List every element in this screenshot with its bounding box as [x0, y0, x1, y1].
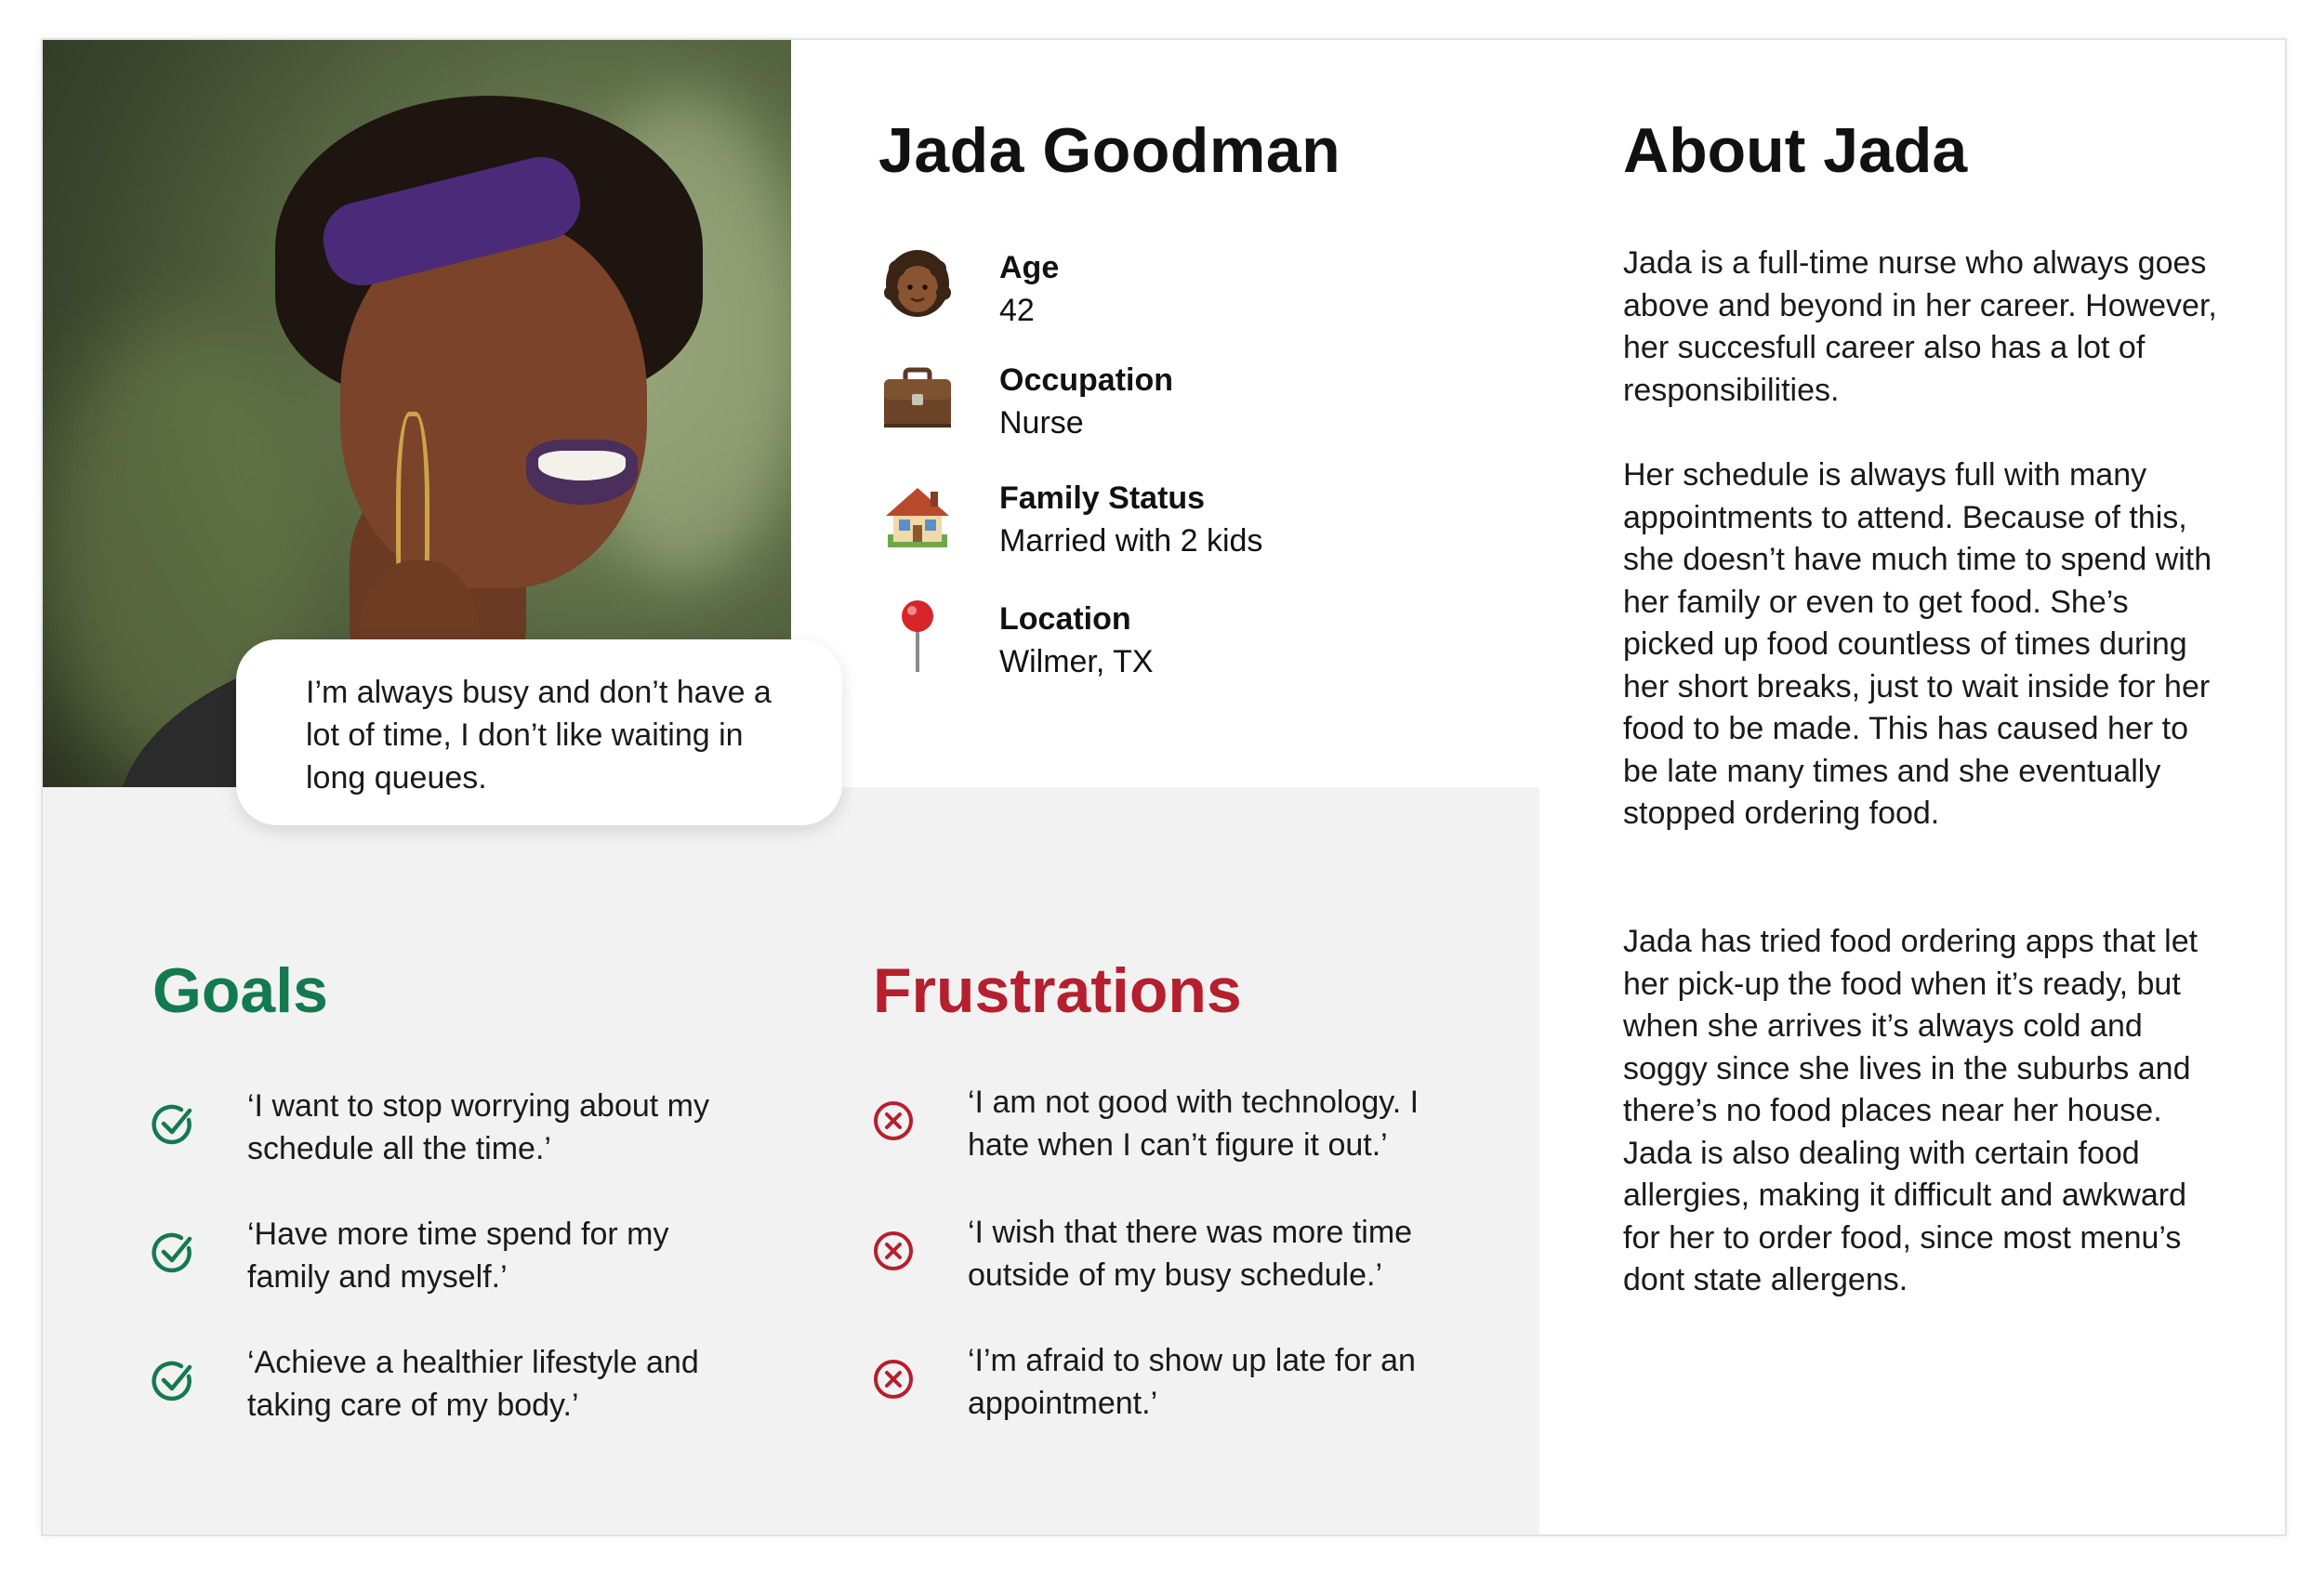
identity-panel: [791, 40, 1539, 787]
persona-name: Jada Goodman: [878, 115, 1341, 186]
x-circle-icon: [870, 1098, 917, 1144]
frustration-text: ‘I wish that there was more time outside of my busy schedule.’: [968, 1215, 1413, 1293]
woman-face-icon: [878, 246, 957, 324]
persona-quote: [236, 639, 842, 825]
frustration-text: ‘I’m afraid to show up late for an appointment.’: [968, 1343, 1416, 1421]
goal-text: ‘Have more time spend for my family and myself.’: [247, 1217, 669, 1295]
quote-text: I’m always busy and don’t have a lot of time, I don’t like waiting in long queues.: [306, 675, 772, 796]
persona-card: [41, 38, 2287, 1536]
house-icon: [878, 477, 957, 555]
goal-text: ‘I want to stop worrying about my schedule all the time.’: [247, 1088, 710, 1166]
check-circle-icon: [150, 1358, 196, 1404]
about-panel: [1539, 40, 2285, 1534]
goals-title: Goals: [152, 955, 328, 1026]
check-circle-icon: [150, 1230, 196, 1276]
attribute-label: Occupation: [999, 362, 1174, 398]
about-title: About Jada: [1623, 115, 1968, 186]
attribute-label: Location: [999, 601, 1131, 637]
briefcase-icon: [878, 359, 957, 437]
attribute-value: Wilmer, TX: [999, 644, 1154, 679]
x-circle-icon: [870, 1356, 917, 1402]
about-paragraph: Her schedule is always full with many appointments to attend. Because of this, she doesn’t have much time to spend with her family or even to get food. She’s picked up food countless of times during her short breaks, just to wait inside for her food to be made. This has caused her to be late many times and she eventually stopped ordering food.: [1623, 457, 2212, 831]
about-paragraph: Jada is a full-time nurse who always goes above and beyond in her career. However, her succesfull career also has a lot of responsibilities.: [1623, 245, 2217, 408]
goals-frustrations-panel: [43, 787, 1539, 1534]
attribute-value: Nurse: [999, 405, 1084, 441]
attribute-label: Age: [999, 250, 1060, 285]
frustrations-title: Frustrations: [873, 955, 1242, 1026]
attribute-label: Family Status: [999, 480, 1206, 516]
pushpin-icon: [878, 598, 957, 676]
attribute-value: Married with 2 kids: [999, 523, 1263, 559]
x-circle-icon: [870, 1228, 917, 1274]
attribute-value: 42: [999, 293, 1035, 328]
goal-text: ‘Achieve a healthier lifestyle and taking care of my body.’: [247, 1345, 699, 1423]
check-circle-icon: [150, 1101, 196, 1148]
frustration-text: ‘I am not good with technology. I hate when I can’t figure it out.’: [968, 1085, 1419, 1163]
about-paragraph: Jada has tried food ordering apps that let her pick-up the food when it’s ready, but when she arrives it’s always cold and soggy since she lives in the suburbs and there’s no food places near her house. Jada is also dealing with certain food allergies, making it difficult and awkward for her to order food, since most menu’s dont state allergens.: [1623, 924, 2199, 1297]
